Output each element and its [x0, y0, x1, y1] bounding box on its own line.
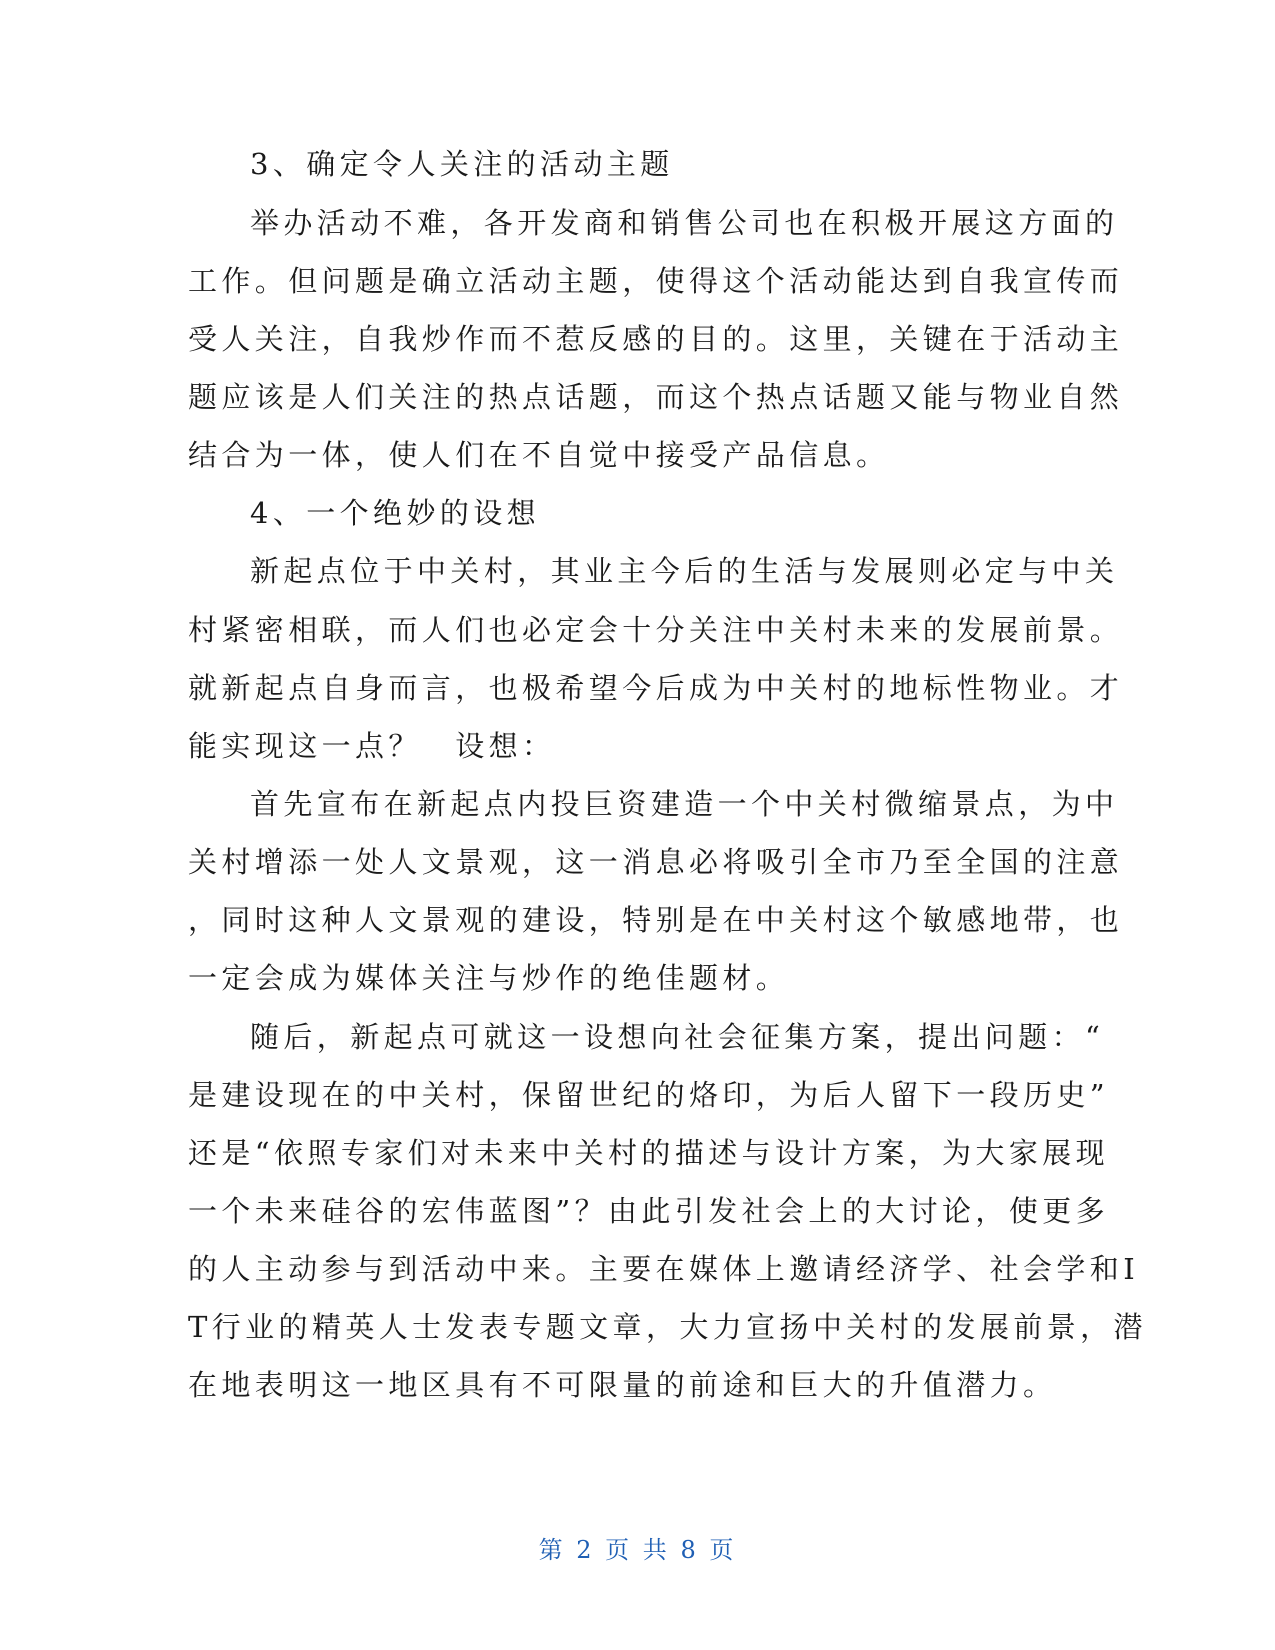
paragraph-line: 村紧密相联，而人们也必定会十分关注中关村未来的发展前景。	[188, 613, 1124, 647]
section-heading: 3、确定令人关注的活动主题	[250, 147, 674, 181]
paragraph-line: 就新起点自身而言，也极希望今后成为中关村的地标性物业。才	[188, 671, 1124, 705]
paragraph-line: 举办活动不难，各开发商和销售公司也在积极开展这方面的	[250, 206, 1119, 240]
paragraph-line: 新起点位于中关村，其业主今后的生活与发展则必定与中关	[250, 554, 1119, 588]
paragraph-line: 的人主动参与到活动中来。主要在媒体上邀请经济学、社会学和I	[188, 1252, 1140, 1286]
paragraph-line: 题应该是人们关注的热点话题，而这个热点话题又能与物业自然	[188, 380, 1124, 414]
paragraph-line: 结合为一体，使人们在不自觉中接受产品信息。	[188, 438, 890, 472]
paragraph-line: 一定会成为媒体关注与炒作的绝佳题材。	[188, 961, 790, 995]
paragraph-line: 工作。但问题是确立活动主题，使得这个活动能达到自我宣传而	[188, 264, 1124, 298]
paragraph-line: 首先宣布在新起点内投巨资建造一个中关村微缩景点，为中	[250, 787, 1119, 821]
page-footer	[0, 1530, 1275, 1565]
paragraph-line: 能实现这一点？ 设想：	[188, 729, 556, 763]
paragraph-line: 在地表明这一地区具有不可限量的前途和巨大的升值潜力。	[188, 1368, 1057, 1402]
paragraph-line: 一个未来硅谷的宏伟蓝图”？由此引发社会上的大讨论，使更多	[188, 1194, 1110, 1228]
paragraph-line: 关村增添一处人文景观，这一消息必将吸引全市乃至全国的注意	[188, 845, 1124, 879]
paragraph-line: 随后，新起点可就这一设想向社会征集方案，提出问题：“	[250, 1020, 1105, 1054]
paragraph-line: T行业的精英人士发表专题文章，大力宣扬中关村的发展前景，潜	[188, 1310, 1147, 1344]
paragraph-line: 受人关注，自我炒作而不惹反感的目的。这里，关键在于活动主	[188, 322, 1124, 356]
paragraph-line: 还是“依照专家们对未来中关村的描述与设计方案，为大家展现	[188, 1136, 1110, 1170]
paragraph-line: 是建设现在的中关村，保留世纪的烙印，为后人留下一段历史”	[188, 1078, 1110, 1112]
paragraph-line: ，同时这种人文景观的建设，特别是在中关村这个敏感地带，也	[188, 903, 1124, 937]
section-heading: 4、一个绝妙的设想	[250, 496, 541, 530]
page-number: 第 2 页 共 8 页	[538, 1536, 737, 1564]
